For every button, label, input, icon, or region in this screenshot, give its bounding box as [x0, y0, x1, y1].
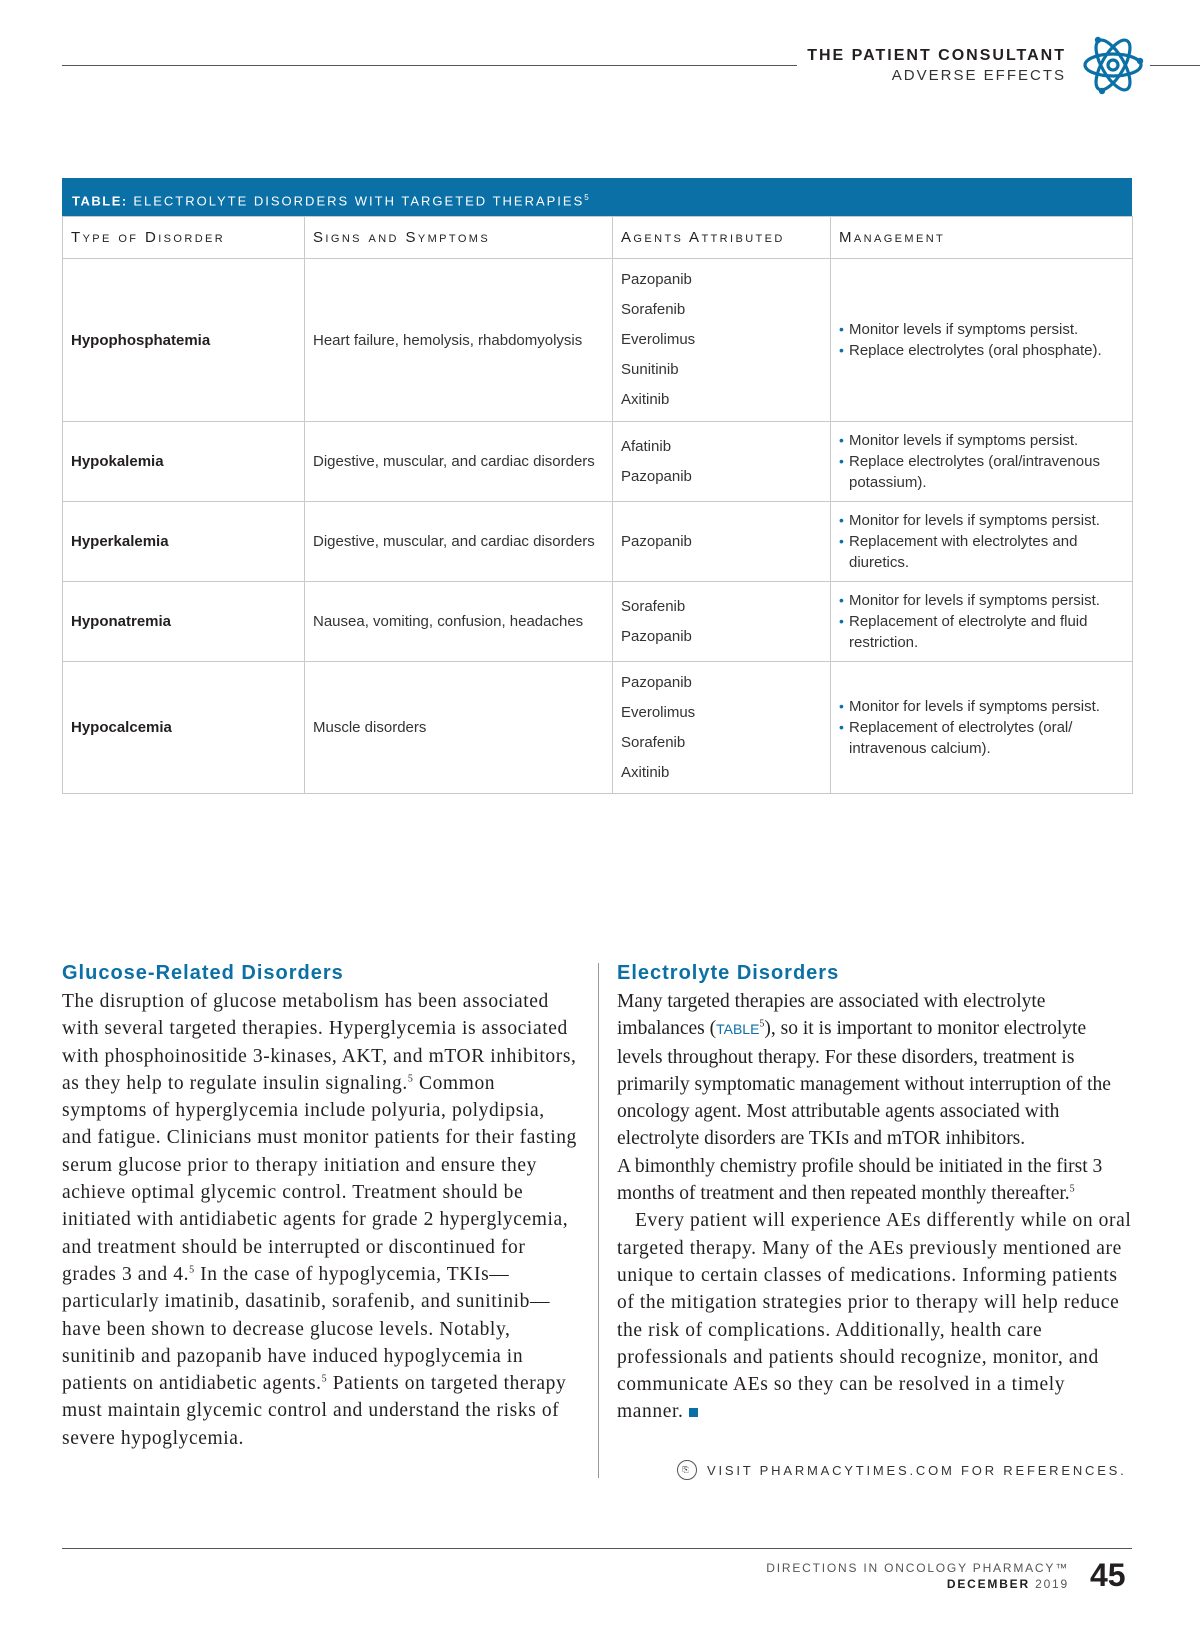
table-row — [63, 502, 1133, 582]
agent-name: Pazopanib — [621, 467, 692, 485]
agent-name: Pazopanib — [621, 271, 692, 288]
end-of-article-mark — [689, 1408, 698, 1417]
text-span: Common symptoms of hyperglycemia include polyuria, polydipsia, and fatigue. Clinicians must monitor patients for their fasting serum glucose prior to therapy initiation and ensure they achieve optimal glycemic control. Treatment should be initiated with antidiabetic agents for grade 2 hyperglycemia, and treatment should be interrupted or discontinued for grades 3 and 4. — [62, 1072, 577, 1285]
text-span: A bimonthly chemistry profile should be initiated in the first 3 months of treatment and then repeated monthly thereafter. — [617, 1155, 1103, 1205]
section-subtitle: ADVERSE EFFECTS — [891, 67, 1066, 84]
management-item: • Replace electrolytes (oral/intravenous potassium). — [849, 451, 1124, 493]
agent-name: Axitinib — [621, 391, 670, 408]
agent-name: Pazopanib — [621, 627, 692, 645]
symptoms-cell: Nausea, vomiting, confusion, headaches — [305, 582, 613, 662]
symptoms-cell: Digestive, muscular, and cardiac disorders — [305, 422, 613, 502]
disorder-cell: Hyponatremia — [63, 582, 305, 662]
footer-rule — [62, 1548, 1132, 1549]
text-span: Many targeted therapies are associated with electrolyte imbalances ( — [617, 991, 1046, 1040]
electrolyte-paragraph-3 — [617, 1207, 1132, 1425]
header-text — [807, 46, 1066, 86]
agents-cell — [613, 422, 831, 502]
management-cell — [831, 259, 1133, 422]
header-rule-left — [62, 65, 797, 66]
management-item: • Monitor for levels if symptoms persist. — [849, 510, 1124, 531]
agent-name: Sorafenib — [621, 301, 686, 318]
symptoms-cell: Muscle disorders — [305, 662, 613, 794]
symptoms-cell: Digestive, muscular, and cardiac disorders — [305, 502, 613, 582]
right-column — [617, 960, 1132, 1426]
management-cell — [831, 422, 1133, 502]
text-span: Patients on targeted therapy must maintain glycemic control and understand the risks of severe hypoglycemia. — [62, 1373, 567, 1449]
agent-name: Everolimus — [621, 703, 696, 721]
electrolyte-paragraph-1 — [617, 988, 1132, 1153]
text-span: The disruption of glucose metabolism has been associated with several targeted therapies. Hyperglycemia is associated with phosphoinositide 3-kinases, AKT, and mTOR inhibitors, as they help to regulate insulin signaling. — [62, 991, 577, 1094]
glucose-heading: Glucose-Related Disorders — [62, 962, 344, 984]
agent-name: Sorafenib — [621, 733, 686, 751]
ref-superscript: 5 — [321, 1373, 328, 1385]
ref-superscript: 5 — [759, 1018, 765, 1030]
management-item: • Monitor levels if symptoms persist. — [849, 319, 1124, 340]
management-item: • Monitor for levels if symptoms persist. — [849, 590, 1124, 611]
agent-name: Everolimus — [621, 331, 696, 348]
issue-year: 2019 — [1035, 1577, 1069, 1591]
management-item: • Monitor for levels if symptoms persist. — [849, 696, 1124, 717]
publication-name: DIRECTIONS IN ONCOLOGY PHARMACY™ — [766, 1561, 1069, 1575]
issue-date — [766, 1576, 1069, 1592]
electrolyte-heading: Electrolyte Disorders — [617, 962, 840, 984]
header-rule-right — [1150, 65, 1200, 66]
agent-name: Pazopanib — [621, 673, 692, 691]
electrolyte-paragraph-2 — [617, 1153, 1132, 1208]
agents-cell — [613, 662, 831, 794]
left-column — [62, 960, 577, 1452]
table-row — [63, 662, 1133, 794]
column-header-management: Management — [831, 217, 1133, 259]
table-caption-text: ELECTROLYTE DISORDERS WITH TARGETED THERAPIES — [133, 193, 585, 209]
page-number: 45 — [1090, 1557, 1126, 1593]
atom-icon — [1080, 32, 1146, 98]
disorder-cell: Hyperkalemia — [63, 502, 305, 582]
ref-superscript: 5 — [189, 1264, 195, 1276]
web-link-icon: ⎘ — [677, 1460, 697, 1480]
management-item: • Replacement of electrolyte and fluid restriction. — [849, 611, 1124, 653]
management-item: • Replacement with electrolytes and diuretics. — [849, 531, 1124, 573]
agent-name: Sorafenib — [621, 597, 686, 615]
table-caption-label: TABLE: — [72, 193, 128, 209]
agents-cell — [613, 259, 831, 422]
table-link[interactable]: TABLE — [716, 1021, 760, 1038]
column-header-agents: Agents Attributed — [613, 217, 831, 259]
agent-name: Afatinib — [621, 437, 672, 455]
text-span: In the case of hypoglycemia, TKIs—particularly imatinib, dasatinib, sorafenib, and sunitinib—have been shown to decrease glucose levels. Notably, sunitinib and pazopanib have induced hypoglycemia in patients on antidiabetic agents. — [62, 1263, 551, 1395]
agents-cell — [613, 582, 831, 662]
agent-name: Pazopanib — [621, 532, 692, 550]
text-span: ), so it is important to monitor electrolyte levels throughout therapy. For these disorders, treatment is primarily symptomatic management without interruption of the oncology agent. Most attributable agents associated with electrolyte disorders are TKIs and mTOR inhibitors. — [617, 1018, 1111, 1150]
management-item: • Monitor levels if symptoms persist. — [849, 430, 1124, 451]
column-divider — [598, 963, 599, 1478]
management-item: • Replacement of electrolytes (oral/ intravenous calcium). — [849, 717, 1124, 759]
management-cell — [831, 502, 1133, 582]
table-caption — [62, 178, 1132, 216]
table-row — [63, 259, 1133, 422]
column-header-symptoms: Signs and Symptoms — [305, 217, 613, 259]
issue-month: DECEMBER — [946, 1577, 1030, 1591]
ref-superscript: 5 — [407, 1073, 414, 1085]
references-text: VISIT PHARMACYTIMES.COM FOR REFERENCES. — [707, 1462, 1127, 1478]
table-header-row — [63, 217, 1133, 259]
disorder-cell: Hypocalcemia — [63, 662, 305, 794]
table-row — [63, 582, 1133, 662]
agent-name: Sunitinib — [621, 361, 679, 378]
table-grid — [62, 216, 1133, 794]
references-note[interactable] — [677, 1460, 1127, 1480]
disorder-cell: Hypophosphatemia — [63, 259, 305, 422]
management-cell — [831, 662, 1133, 794]
section-title: THE PATIENT CONSULTANT — [807, 47, 1066, 64]
electrolyte-table — [62, 178, 1132, 794]
table-row — [63, 422, 1133, 502]
symptoms-cell: Heart failure, hemolysis, rhabdomyolysis — [305, 259, 613, 422]
ref-superscript: 5 — [1069, 1183, 1075, 1195]
column-header-type: Type of Disorder — [63, 217, 305, 259]
footer-text — [766, 1561, 1069, 1592]
agents-cell — [613, 502, 831, 582]
table-caption-ref: 5 — [584, 193, 591, 202]
agent-name: Axitinib — [621, 763, 670, 781]
management-cell — [831, 582, 1133, 662]
glucose-paragraph — [62, 988, 577, 1452]
management-item: • Replace electrolytes (oral phosphate). — [849, 340, 1124, 361]
disorder-cell: Hypokalemia — [63, 422, 305, 502]
text-span: Every patient will experience AEs differently while on oral targeted therapy. Many of the AEs previously mentioned are unique to certain classes of medications. Informing patients of the mitigation strategies prior to therapy will help reduce the risk of complications. Additionally, health care professionals and patients should recognize, monitor, and communicate AEs so they can be resolved in a timely manner. — [617, 1210, 1132, 1423]
